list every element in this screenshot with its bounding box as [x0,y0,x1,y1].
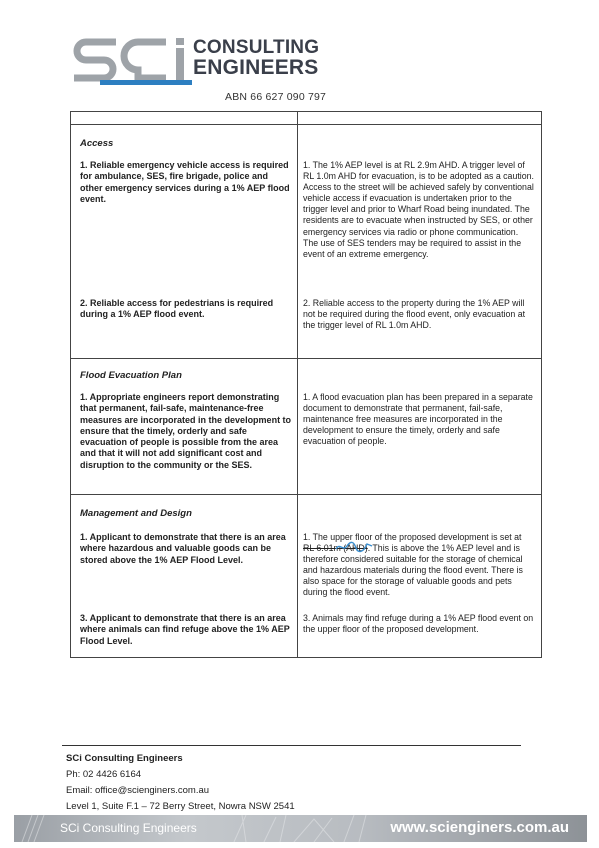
banner-website: www.scienginers.com.au [390,819,569,836]
sci-logo-mark [72,34,192,90]
response-text: 1. The upper floor of the proposed development is set at [303,532,522,542]
logo-line-consulting: CONSULTING [193,37,320,58]
logo-wordmark [193,38,319,78]
section-heading-management-and-design: Management and Design [80,508,192,519]
footer-company-name: SCi Consulting Engineers [66,753,183,764]
criterion-cell: 2. Reliable access for pedestrians is required during a 1% AEP flood event. [80,298,274,320]
response-text: . This is above the 1% AEP level and is therefore considered suitable for the storage of chemical and hazardous materials during the flood event. There is also space for the storage of valuable goods and pets during the flood event. [303,543,523,598]
handwritten-annotation [334,540,374,554]
company-logo [72,34,322,90]
logo-line-engineers: ENGINEERS [193,56,319,79]
row-divider [71,358,541,359]
section-heading-access: Access [80,138,114,149]
footer-banner [14,815,587,842]
criterion-cell: 1. Applicant to demonstrate that there is an area where hazardous and valuable goods can be stored above the 1% AEP Flood Level. [80,532,286,565]
response-cell: 1. The 1% AEP level is at RL 2.9m AHD. A trigger level of RL 1.0m AHD for evacuation, is to be adopted as a caution. Access to the street will be achieved safely by conventional vehicle access if evacuation is undertaken prior to the trigger level and prior to Wharf Road being inundated. The residents are to evacuate when instructed by SES, or other emergency services via radio or phone communication. The use of SES tenders may be required to assist in the event of an extreme emergency. [303,160,534,259]
column-divider [297,112,298,657]
criterion-cell: 3. Applicant to demonstrate that there is an area where animals can find refuge above the 1% AEP Flood Level. [80,613,290,646]
criterion-cell: 1. Appropriate engineers report demonstrating that permanent, fail-safe, maintenance-free measures are incorporated in the development to ensure that the timely, orderly and safe evacuation of people is possible from the area and that it will not add significant cost and disruption to the community or the SES. [80,392,292,470]
response-cell: 1. A flood evacuation plan has been prepared in a separate document to demonstrate that permanent, fail-safe, maintenance free measures are incorporated in the development to ensure the timely, orderly and safe evacuation of people. [303,392,533,447]
row-divider [71,124,541,125]
row-divider [71,494,541,495]
response-cell: 3. Animals may find refuge during a 1% AEP flood event on the upper floor of the proposed development. [303,613,534,635]
response-cell: 2. Reliable access to the property during the 1% AEP will not be required during the flood event, only evacuation at the trigger level of RL 1.0m AHD. [303,298,526,331]
criterion-cell: 1. Reliable emergency vehicle access is required for ambulance, SES, fire brigade, police and other emergency services during a 1% AEP flood event. [80,160,290,204]
footer-phone: Ph: 02 4426 6164 [66,769,142,780]
compliance-table [70,111,542,658]
abn-number: ABN 66 627 090 797 [225,91,327,103]
footer-address: Level 1, Suite F.1 – 72 Berry Street, Nowra NSW 2541 [66,801,295,812]
section-heading-flood-evacuation-plan: Flood Evacuation Plan [80,370,182,381]
banner-company-name: SCi Consulting Engineers [60,821,197,835]
footer-email: Email: office@scienginers.com.au [66,785,210,796]
footer-divider [62,745,521,746]
struck-level-text: RL 6.01m (AHD) [303,543,368,554]
